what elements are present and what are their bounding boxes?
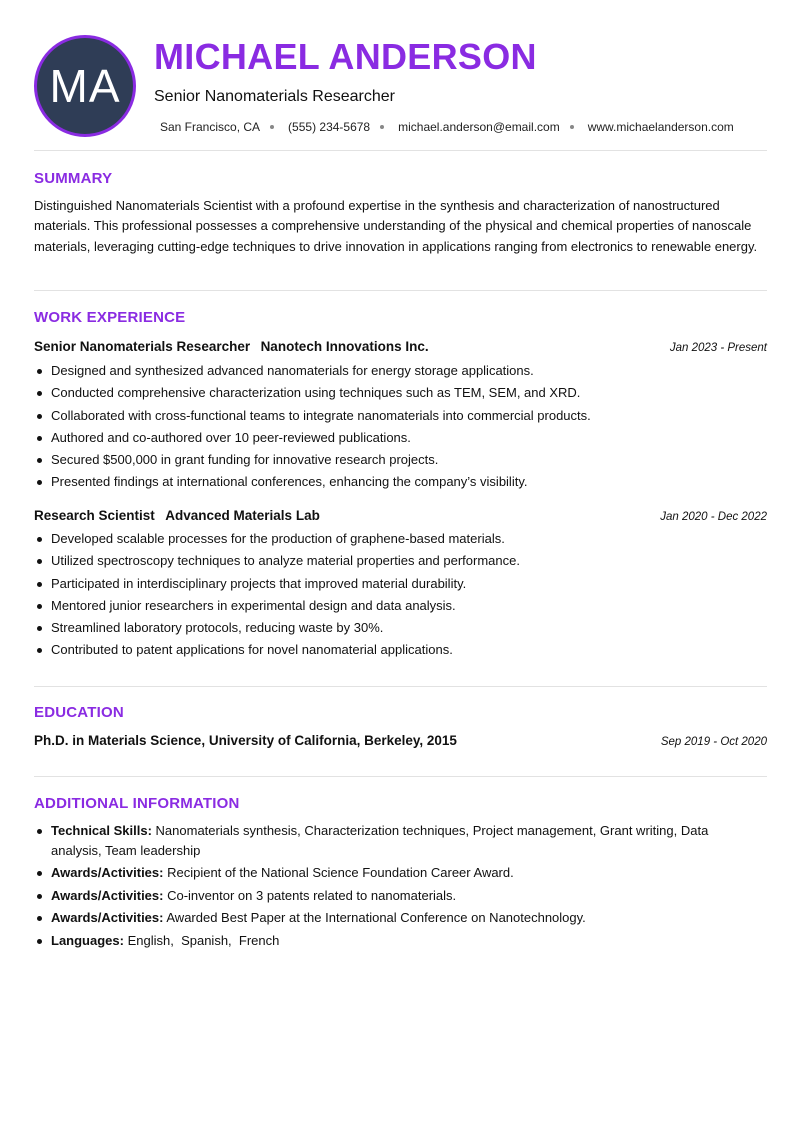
job-title-company <box>34 338 429 356</box>
summary-heading: SUMMARY <box>34 170 113 187</box>
education-entry <box>34 733 767 748</box>
list-item: Presented findings at international conferences, enhancing the company’s visibility. <box>34 471 767 493</box>
list-item: Collaborated with cross-functional teams to integrate nanomaterials into commercial products. <box>34 405 767 427</box>
job-bullets <box>34 528 767 662</box>
list-item: Authored and co-authored over 10 peer-reviewed publications. <box>34 427 767 449</box>
education-heading: EDUCATION <box>34 704 124 721</box>
contact-phone[interactable]: (555) 234-5678 <box>288 120 371 134</box>
summary-text: Distinguished Nanomaterials Scientist with a profound expertise in the synthesis and characterization of nanostructured materials. This professional possesses a comprehensive understanding of the physical and chemical properties of nanoscale materials, leveraging cutting-edge techniques to drive innovation in applications ranging from electronics to renewable energy. <box>34 198 758 254</box>
job-title: Research Scientist <box>34 508 155 523</box>
candidate-name: MICHAEL ANDERSON <box>154 36 537 77</box>
job-header <box>34 507 767 525</box>
separator-dot-icon <box>570 125 574 129</box>
list-item <box>34 821 734 860</box>
list-item <box>34 931 734 951</box>
job-bullets <box>34 360 767 494</box>
job-date: Jan 2023 - Present <box>669 342 767 354</box>
info-label: Awards/Activities: <box>51 910 164 925</box>
candidate-role: Senior Nanomaterials Researcher <box>154 88 395 105</box>
list-item <box>34 886 734 906</box>
list-item: Secured $500,000 in grant funding for innovative research projects. <box>34 449 767 471</box>
info-label: Awards/Activities: <box>51 887 164 903</box>
info-label: Technical Skills: <box>51 823 152 838</box>
education-date: Sep 2019 - Oct 2020 <box>660 736 767 748</box>
info-text: Co-inventor on 3 patents related to nanomaterials. <box>167 887 457 903</box>
job-header <box>34 338 767 356</box>
info-text: Nanomaterials synthesis, Characterization techniques, Project management, Grant writing, Data analysis, Team leadership <box>51 823 709 858</box>
info-text: English, Spanish, French <box>127 932 280 948</box>
info-label: Awards/Activities: <box>51 865 164 880</box>
list-item: Participated in interdisciplinary projects that improved material durability. <box>34 573 767 595</box>
list-item: Developed scalable processes for the production of graphene-based materials. <box>34 528 767 550</box>
job-title: Senior Nanomaterials Researcher <box>34 339 251 354</box>
list-item: Contributed to patent applications for novel nanomaterial applications. <box>34 639 767 661</box>
separator-dot-icon <box>380 125 384 129</box>
additional-information-heading: ADDITIONAL INFORMATION <box>34 795 240 812</box>
list-item: Utilized spectroscopy techniques to analyze material properties and performance. <box>34 550 767 572</box>
section-divider <box>34 686 767 687</box>
list-item: Streamlined laboratory protocols, reducing waste by 30%. <box>34 617 767 639</box>
list-item <box>34 863 734 883</box>
job-date: Jan 2020 - Dec 2022 <box>660 511 767 523</box>
list-item: Conducted comprehensive characterization using techniques such as TEM, SEM, and XRD. <box>34 382 767 404</box>
section-divider <box>34 776 767 777</box>
list-item: Mentored junior researchers in experimental design and data analysis. <box>34 595 767 617</box>
contact-bar <box>160 120 734 134</box>
separator-dot-icon <box>270 125 274 129</box>
info-label: Languages: <box>51 932 124 948</box>
list-item: Designed and synthesized advanced nanomaterials for energy storage applications. <box>34 360 767 382</box>
info-text: Awarded Best Paper at the International Conference on Nanotechnology. <box>166 910 586 925</box>
job-title-company <box>34 507 320 525</box>
job-company: Nanotech Innovations Inc. <box>260 339 429 354</box>
list-item <box>34 908 734 928</box>
job-company: Advanced Materials Lab <box>165 508 320 523</box>
info-text: Recipient of the National Science Foundation Career Award. <box>167 865 514 880</box>
section-divider <box>34 290 767 291</box>
work-experience-heading: WORK EXPERIENCE <box>34 309 186 326</box>
education-degree: Ph.D. in Materials Science, University of California, Berkeley, 2015 <box>34 733 457 748</box>
contact-location: San Francisco, CA <box>160 120 261 134</box>
contact-website[interactable]: www.michaelanderson.com <box>587 120 734 134</box>
section-divider <box>34 150 767 151</box>
contact-email[interactable]: michael.anderson@email.com <box>398 120 560 134</box>
avatar: MA <box>34 35 136 137</box>
additional-information-list <box>34 821 734 953</box>
